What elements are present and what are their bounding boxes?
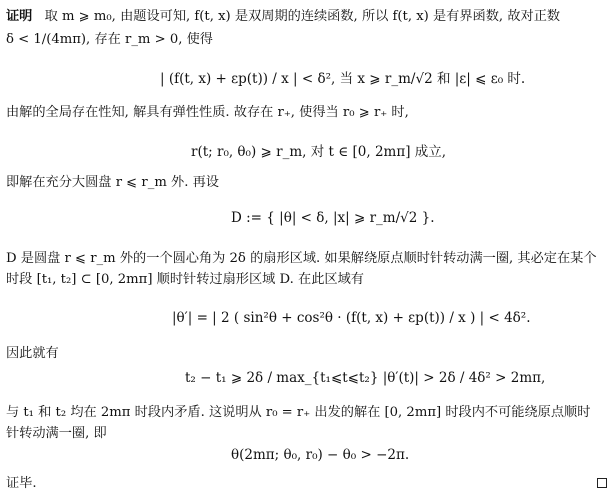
equation-2: r(t; r₀, θ₀) ⩾ r_m, 对 t ∈ [0, 2mπ] 成立, bbox=[191, 144, 447, 160]
equation-4: |θ′| = | 2 ( sin²θ + cos²θ · (f(t, x) + εp(t)) / x ) | < 4δ². bbox=[172, 310, 531, 326]
proof-label: 证明 bbox=[6, 9, 33, 24]
proof-line-5: D 是圆盘 r ⩽ r_m 外的一个圆心角为 2δ 的扇形区域. 如果解绕原点顺时针转动满一圈, 其必定在某个 bbox=[6, 251, 597, 266]
proof-line-4: 即解在充分大圆盘 r ⩽ r_m 外. 再设 bbox=[6, 175, 219, 190]
proof-line-2: δ < 1/(4mπ), 存在 r_m > 0, 使得 bbox=[6, 32, 213, 47]
equation-6: θ(2mπ; θ₀, r₀) − θ₀ > −2π. bbox=[231, 447, 410, 463]
proof-end: 证毕. bbox=[6, 476, 37, 491]
proof-line-6: 时段 [t₁, t₂] ⊂ [0, 2mπ] 顺时针转过扇形区域 D. 在此区域有 bbox=[6, 272, 364, 287]
equation-3: D := { |θ| < δ, |x| ⩾ r_m/√2 }. bbox=[231, 210, 435, 226]
proof-line-8: 与 t₁ 和 t₂ 均在 2mπ 时段内矛盾. 这说明从 r₀ = r₊ 出发的解在 [0, 2mπ] 时段内不可能绕原点顺时 bbox=[6, 405, 591, 420]
proof-line-3: 由解的全局存在性知, 解具有弹性性质. 故存在 r₊, 使得当 r₀ ⩾ r₊ 时, bbox=[6, 105, 409, 120]
equation-5: t₂ − t₁ ⩾ 2δ / max_{t₁⩽t⩽t₂} |θ′(t)| > 2δ / 4δ² > 2mπ, bbox=[185, 370, 546, 386]
proof-line-9: 针转动满一圈, 即 bbox=[6, 426, 107, 441]
proof-line-7: 因此就有 bbox=[6, 346, 59, 361]
proof-text-1: 取 m ⩾ m₀, 由题设可知, f(t, x) 是双周期的连续函数, 所以 f(t, x) 是有界函数, 故对正数 bbox=[44, 9, 561, 24]
equation-1: | (f(t, x) + εp(t)) / x | < δ², 当 x ⩾ r_m/√2 和 |ε| ⩽ ε₀ 时. bbox=[160, 71, 526, 87]
proof-line-1 bbox=[6, 8, 560, 25]
qed-square-icon bbox=[597, 478, 607, 488]
